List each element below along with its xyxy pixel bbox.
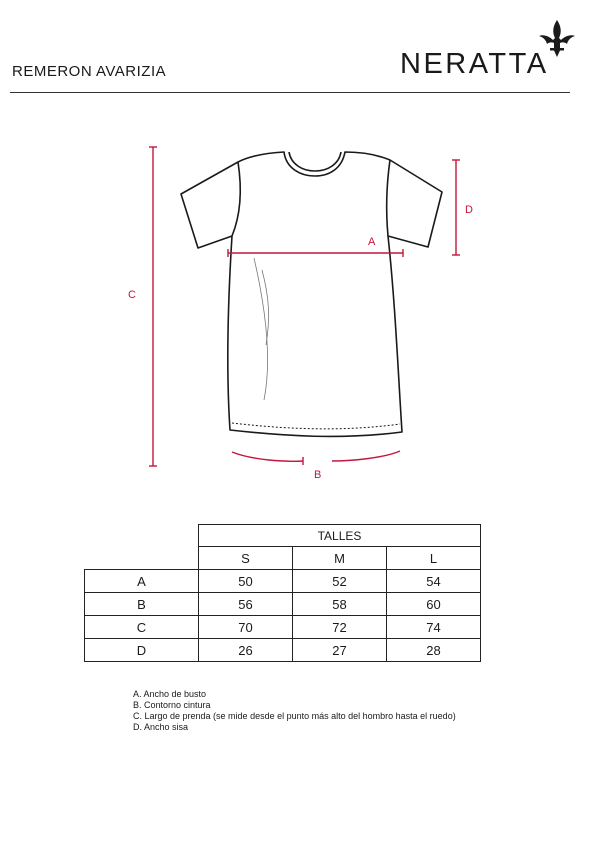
size-header: S <box>199 547 293 570</box>
measure-a-label: A <box>368 236 376 248</box>
note-item: D. Ancho sisa <box>133 722 189 732</box>
table-row <box>85 616 481 639</box>
table-cell: 60 <box>387 593 481 616</box>
row-label: D <box>85 639 199 662</box>
table-cell: 54 <box>387 570 481 593</box>
fold-lines <box>254 258 269 400</box>
table-cell: 50 <box>199 570 293 593</box>
table-cell: 28 <box>387 639 481 662</box>
table-cell: 72 <box>293 616 387 639</box>
size-header: M <box>293 547 387 570</box>
measure-c-label: C <box>128 289 136 301</box>
measure-d-label: D <box>465 204 473 216</box>
size-header: L <box>387 547 481 570</box>
tshirt-outline <box>181 152 442 436</box>
brand-name: NERATTA <box>400 48 549 80</box>
table-cell: 26 <box>199 639 293 662</box>
row-label: C <box>85 616 199 639</box>
table-cell: 56 <box>199 593 293 616</box>
note-item: C. Largo de prenda (se mide desde el punto más alto del hombro hasta el ruedo) <box>133 711 456 721</box>
product-title: REMERON AVARIZIA <box>12 63 167 80</box>
row-label: A <box>85 570 199 593</box>
measure-b-line <box>232 452 303 461</box>
table-row <box>85 639 481 662</box>
table-cell: 58 <box>293 593 387 616</box>
table-cell: 27 <box>293 639 387 662</box>
table-row <box>85 593 481 616</box>
size-table <box>84 524 481 662</box>
table-header-row <box>85 525 481 547</box>
note-item: A. Ancho de busto <box>133 689 207 699</box>
table-cell: 70 <box>199 616 293 639</box>
measurement-lines <box>149 147 460 466</box>
measurement-notes <box>133 689 456 733</box>
measure-b-label: B <box>314 469 322 481</box>
table-cell: 52 <box>293 570 387 593</box>
note-item: B. Contorno cintura <box>133 700 211 710</box>
table-row <box>85 570 481 593</box>
talles-header: TALLES <box>199 525 481 547</box>
table-cell: 74 <box>387 616 481 639</box>
table-sizes-row <box>85 547 481 570</box>
row-label: B <box>85 593 199 616</box>
